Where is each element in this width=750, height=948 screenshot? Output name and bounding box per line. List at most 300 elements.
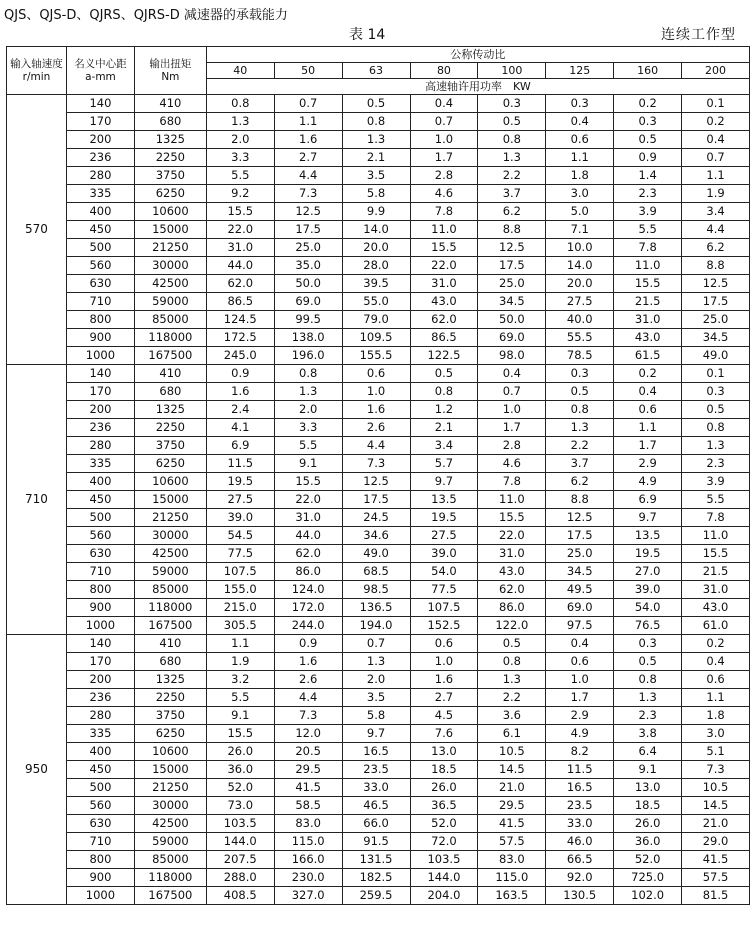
power-cell: 4.1 [206,419,274,437]
power-cell: 1.3 [682,437,750,455]
power-cell: 33.0 [342,779,410,797]
power-cell: 1.0 [342,383,410,401]
power-cell: 3.4 [410,437,478,455]
table-row [7,113,750,131]
torque-cell: 21250 [134,779,206,797]
power-cell: 77.5 [410,581,478,599]
power-cell: 0.2 [682,113,750,131]
table-body [7,95,750,905]
power-cell: 1.6 [410,671,478,689]
torque-cell: 10600 [134,473,206,491]
power-cell: 0.5 [342,95,410,113]
power-cell: 27.5 [206,491,274,509]
torque-cell: 118000 [134,869,206,887]
power-cell: 2.9 [614,455,682,473]
power-cell: 9.1 [206,707,274,725]
power-cell: 6.2 [682,239,750,257]
ratio-cell: 160 [614,63,682,79]
torque-cell: 15000 [134,761,206,779]
power-cell: 0.5 [478,635,546,653]
power-cell: 15.5 [682,545,750,563]
power-cell: 2.7 [274,149,342,167]
table-row [7,275,750,293]
torque-cell: 10600 [134,743,206,761]
power-cell: 77.5 [206,545,274,563]
table-row [7,581,750,599]
torque-cell: 3750 [134,167,206,185]
center-distance-cell: 170 [66,383,134,401]
power-cell: 2.0 [206,131,274,149]
power-cell: 1.2 [410,401,478,419]
power-cell: 2.8 [410,167,478,185]
power-cell: 79.0 [342,311,410,329]
power-cell: 8.8 [478,221,546,239]
power-cell: 8.8 [546,491,614,509]
power-cell: 4.6 [410,185,478,203]
power-cell: 0.5 [614,131,682,149]
ratio-cell: 200 [682,63,750,79]
center-distance-header-unit: a-mm [85,70,116,83]
table-row [7,563,750,581]
power-cell: 7.8 [410,203,478,221]
power-cell: 107.5 [206,563,274,581]
power-cell: 0.6 [614,401,682,419]
table-row [7,473,750,491]
ratio-cell: 100 [478,63,546,79]
power-cell: 1.6 [342,401,410,419]
power-cell: 92.0 [546,869,614,887]
power-cell: 1.1 [546,149,614,167]
power-header: 高速轴许用功率 KW [206,79,749,95]
power-cell: 50.0 [274,275,342,293]
power-cell: 5.5 [682,491,750,509]
power-cell: 23.5 [342,761,410,779]
power-cell: 305.5 [206,617,274,635]
power-cell: 21.5 [682,563,750,581]
power-cell: 9.7 [614,509,682,527]
power-cell: 259.5 [342,887,410,905]
power-cell: 2.2 [478,167,546,185]
power-cell: 327.0 [274,887,342,905]
power-cell: 11.5 [206,455,274,473]
power-cell: 15.5 [410,239,478,257]
torque-cell: 167500 [134,887,206,905]
power-cell: 2.4 [206,401,274,419]
power-cell: 14.5 [682,797,750,815]
power-cell: 4.5 [410,707,478,725]
power-cell: 0.3 [546,365,614,383]
power-cell: 5.8 [342,185,410,203]
power-cell: 12.5 [274,203,342,221]
power-cell: 0.6 [546,131,614,149]
power-cell: 9.9 [342,203,410,221]
power-cell: 10.5 [682,779,750,797]
table-row [7,689,750,707]
torque-header-unit: Nm [161,70,180,83]
torque-cell: 118000 [134,329,206,347]
power-cell: 17.5 [682,293,750,311]
power-cell: 2.2 [478,689,546,707]
power-cell: 0.1 [682,95,750,113]
power-cell: 66.5 [546,851,614,869]
power-cell: 73.0 [206,797,274,815]
torque-cell: 1325 [134,671,206,689]
power-cell: 17.5 [342,491,410,509]
power-cell: 2.7 [410,689,478,707]
table-row [7,419,750,437]
power-cell: 58.5 [274,797,342,815]
power-cell: 7.8 [682,509,750,527]
torque-cell: 30000 [134,797,206,815]
power-cell: 124.0 [274,581,342,599]
power-cell: 0.3 [614,635,682,653]
power-cell: 15.5 [206,203,274,221]
table-row [7,95,750,113]
power-cell: 4.4 [274,689,342,707]
power-cell: 4.9 [614,473,682,491]
power-cell: 0.4 [682,653,750,671]
power-cell: 1.3 [478,671,546,689]
center-distance-cell: 236 [66,419,134,437]
center-distance-cell: 140 [66,365,134,383]
table-row [7,743,750,761]
center-distance-cell: 560 [66,797,134,815]
table-row [7,815,750,833]
power-cell: 27.5 [546,293,614,311]
power-cell: 7.3 [274,185,342,203]
power-cell: 2.9 [546,707,614,725]
power-cell: 61.0 [682,617,750,635]
power-cell: 86.5 [206,293,274,311]
power-cell: 78.5 [546,347,614,365]
power-cell: 22.0 [410,257,478,275]
power-cell: 31.0 [410,275,478,293]
power-cell: 5.5 [614,221,682,239]
power-cell: 11.0 [410,221,478,239]
power-cell: 26.0 [614,815,682,833]
power-cell: 1.3 [614,689,682,707]
center-distance-cell: 1000 [66,887,134,905]
power-cell: 115.0 [478,869,546,887]
power-cell: 1.7 [478,419,546,437]
power-cell: 19.5 [206,473,274,491]
torque-cell: 59000 [134,293,206,311]
power-cell: 0.8 [206,95,274,113]
power-cell: 1.3 [342,131,410,149]
power-cell: 0.6 [682,671,750,689]
center-distance-cell: 400 [66,203,134,221]
power-cell: 15.5 [274,473,342,491]
power-cell: 6.9 [206,437,274,455]
power-cell: 21.0 [478,779,546,797]
power-cell: 152.5 [410,617,478,635]
power-cell: 34.5 [682,329,750,347]
power-cell: 0.7 [274,95,342,113]
table-row [7,491,750,509]
center-distance-cell: 1000 [66,347,134,365]
table-row [7,383,750,401]
torque-cell: 410 [134,95,206,113]
power-cell: 34.5 [478,293,546,311]
center-distance-cell: 800 [66,311,134,329]
center-distance-header [66,47,134,95]
table-row [7,779,750,797]
power-cell: 155.0 [206,581,274,599]
table-row [7,545,750,563]
power-cell: 0.3 [682,383,750,401]
power-cell: 102.0 [614,887,682,905]
power-cell: 36.5 [410,797,478,815]
power-cell: 1.9 [682,185,750,203]
power-cell: 6.4 [614,743,682,761]
power-cell: 33.0 [546,815,614,833]
center-distance-cell: 170 [66,113,134,131]
center-distance-cell: 280 [66,707,134,725]
power-cell: 62.0 [274,545,342,563]
power-cell: 122.0 [478,617,546,635]
table-row [7,167,750,185]
power-cell: 0.8 [614,671,682,689]
power-cell: 215.0 [206,599,274,617]
power-cell: 144.0 [206,833,274,851]
table-row [7,293,750,311]
power-cell: 22.0 [274,491,342,509]
torque-cell: 15000 [134,221,206,239]
power-cell: 55.0 [342,293,410,311]
table-row [7,527,750,545]
power-cell: 11.0 [682,527,750,545]
power-cell: 1.7 [546,689,614,707]
power-cell: 3.9 [614,203,682,221]
power-cell: 17.5 [274,221,342,239]
center-distance-cell: 140 [66,95,134,113]
power-cell: 11.0 [478,491,546,509]
power-cell: 39.5 [342,275,410,293]
table-row [7,761,750,779]
power-cell: 69.0 [478,329,546,347]
power-cell: 14.5 [478,761,546,779]
power-cell: 155.5 [342,347,410,365]
torque-cell: 1325 [134,131,206,149]
speed-header-label: 输入轴速度 [10,57,63,70]
torque-cell: 15000 [134,491,206,509]
power-cell: 44.0 [206,257,274,275]
power-cell: 3.3 [206,149,274,167]
torque-cell: 167500 [134,347,206,365]
power-cell: 31.0 [206,239,274,257]
power-cell: 13.0 [410,743,478,761]
power-cell: 244.0 [274,617,342,635]
power-cell: 0.9 [274,635,342,653]
torque-cell: 10600 [134,203,206,221]
power-cell: 0.4 [546,113,614,131]
power-cell: 6.2 [546,473,614,491]
power-cell: 29.0 [682,833,750,851]
power-cell: 98.5 [342,581,410,599]
load-capacity-table [6,46,750,905]
center-distance-cell: 280 [66,437,134,455]
input-speed-cell: 950 [7,635,67,905]
power-cell: 11.0 [614,257,682,275]
power-cell: 43.0 [614,329,682,347]
power-cell: 25.0 [478,275,546,293]
power-cell: 43.0 [682,599,750,617]
power-cell: 54.0 [410,563,478,581]
power-cell: 1.3 [206,113,274,131]
power-cell: 1.8 [546,167,614,185]
power-cell: 0.9 [206,365,274,383]
center-distance-cell: 335 [66,725,134,743]
power-cell: 0.9 [614,149,682,167]
table-row [7,599,750,617]
center-distance-cell: 140 [66,635,134,653]
center-distance-cell: 170 [66,653,134,671]
power-cell: 0.5 [410,365,478,383]
table-row [7,707,750,725]
center-distance-cell: 450 [66,761,134,779]
center-distance-cell: 800 [66,581,134,599]
power-cell: 115.0 [274,833,342,851]
power-cell: 26.0 [206,743,274,761]
power-cell: 136.5 [342,599,410,617]
power-cell: 29.5 [274,761,342,779]
table-row [7,797,750,815]
power-cell: 81.5 [682,887,750,905]
input-speed-cell: 570 [7,95,67,365]
power-cell: 9.7 [410,473,478,491]
power-cell: 14.0 [342,221,410,239]
power-cell: 39.0 [410,545,478,563]
power-cell: 6.1 [478,725,546,743]
power-cell: 21.5 [614,293,682,311]
center-distance-cell: 400 [66,473,134,491]
center-distance-cell: 200 [66,401,134,419]
power-cell: 0.8 [274,365,342,383]
power-cell: 4.6 [478,455,546,473]
power-cell: 0.8 [342,113,410,131]
power-cell: 29.5 [478,797,546,815]
torque-cell: 6250 [134,185,206,203]
power-cell: 2.0 [274,401,342,419]
power-cell: 1.0 [410,653,478,671]
ratio-header: 公称传动比 [206,47,749,63]
center-distance-cell: 335 [66,455,134,473]
power-cell: 0.8 [410,383,478,401]
power-cell: 0.7 [478,383,546,401]
power-cell: 0.3 [546,95,614,113]
power-cell: 0.8 [478,653,546,671]
power-cell: 124.5 [206,311,274,329]
power-cell: 1.6 [274,653,342,671]
power-cell: 22.0 [206,221,274,239]
power-cell: 19.5 [614,545,682,563]
power-cell: 86.0 [478,599,546,617]
power-cell: 0.7 [342,635,410,653]
power-cell: 12.0 [274,725,342,743]
power-cell: 7.6 [410,725,478,743]
power-cell: 0.2 [682,635,750,653]
torque-cell: 85000 [134,581,206,599]
power-cell: 86.5 [410,329,478,347]
power-cell: 76.5 [614,617,682,635]
power-cell: 17.5 [478,257,546,275]
input-speed-cell: 710 [7,365,67,635]
power-cell: 0.6 [546,653,614,671]
power-cell: 1.4 [614,167,682,185]
power-cell: 1.3 [546,419,614,437]
power-cell: 62.0 [410,311,478,329]
power-cell: 1.7 [410,149,478,167]
power-cell: 3.9 [682,473,750,491]
center-distance-cell: 200 [66,131,134,149]
center-distance-cell: 450 [66,491,134,509]
table-row [7,221,750,239]
power-cell: 39.0 [614,581,682,599]
torque-header [134,47,206,95]
power-cell: 43.0 [478,563,546,581]
power-cell: 18.5 [410,761,478,779]
table-row [7,833,750,851]
center-distance-cell: 900 [66,869,134,887]
torque-cell: 85000 [134,311,206,329]
center-distance-cell: 710 [66,293,134,311]
power-cell: 172.0 [274,599,342,617]
power-cell: 91.5 [342,833,410,851]
power-cell: 3.2 [206,671,274,689]
power-cell: 12.5 [682,275,750,293]
power-cell: 62.0 [478,581,546,599]
power-cell: 1.0 [546,671,614,689]
power-cell: 0.4 [478,365,546,383]
center-distance-cell: 710 [66,833,134,851]
power-cell: 5.5 [206,689,274,707]
power-cell: 2.1 [342,149,410,167]
center-distance-cell: 200 [66,671,134,689]
power-cell: 4.9 [546,725,614,743]
power-cell: 7.8 [478,473,546,491]
power-cell: 11.5 [546,761,614,779]
power-cell: 288.0 [206,869,274,887]
table-row [7,131,750,149]
table-row [7,437,750,455]
power-cell: 36.0 [206,761,274,779]
power-cell: 0.3 [614,113,682,131]
power-cell: 52.0 [206,779,274,797]
ratio-cell: 80 [410,63,478,79]
power-cell: 15.5 [614,275,682,293]
torque-header-label: 输出扭矩 [149,57,192,70]
power-cell: 3.4 [682,203,750,221]
power-cell: 7.8 [614,239,682,257]
power-cell: 31.0 [478,545,546,563]
torque-cell: 118000 [134,599,206,617]
power-cell: 8.2 [546,743,614,761]
torque-cell: 85000 [134,851,206,869]
power-cell: 26.0 [410,779,478,797]
power-cell: 55.5 [546,329,614,347]
power-cell: 3.5 [342,689,410,707]
power-cell: 23.5 [546,797,614,815]
power-cell: 0.5 [682,401,750,419]
ratio-cell: 63 [342,63,410,79]
center-distance-cell: 450 [66,221,134,239]
power-cell: 0.4 [546,635,614,653]
center-distance-cell: 335 [66,185,134,203]
power-cell: 12.5 [342,473,410,491]
power-cell: 0.2 [614,365,682,383]
power-cell: 99.5 [274,311,342,329]
center-distance-cell: 1000 [66,617,134,635]
